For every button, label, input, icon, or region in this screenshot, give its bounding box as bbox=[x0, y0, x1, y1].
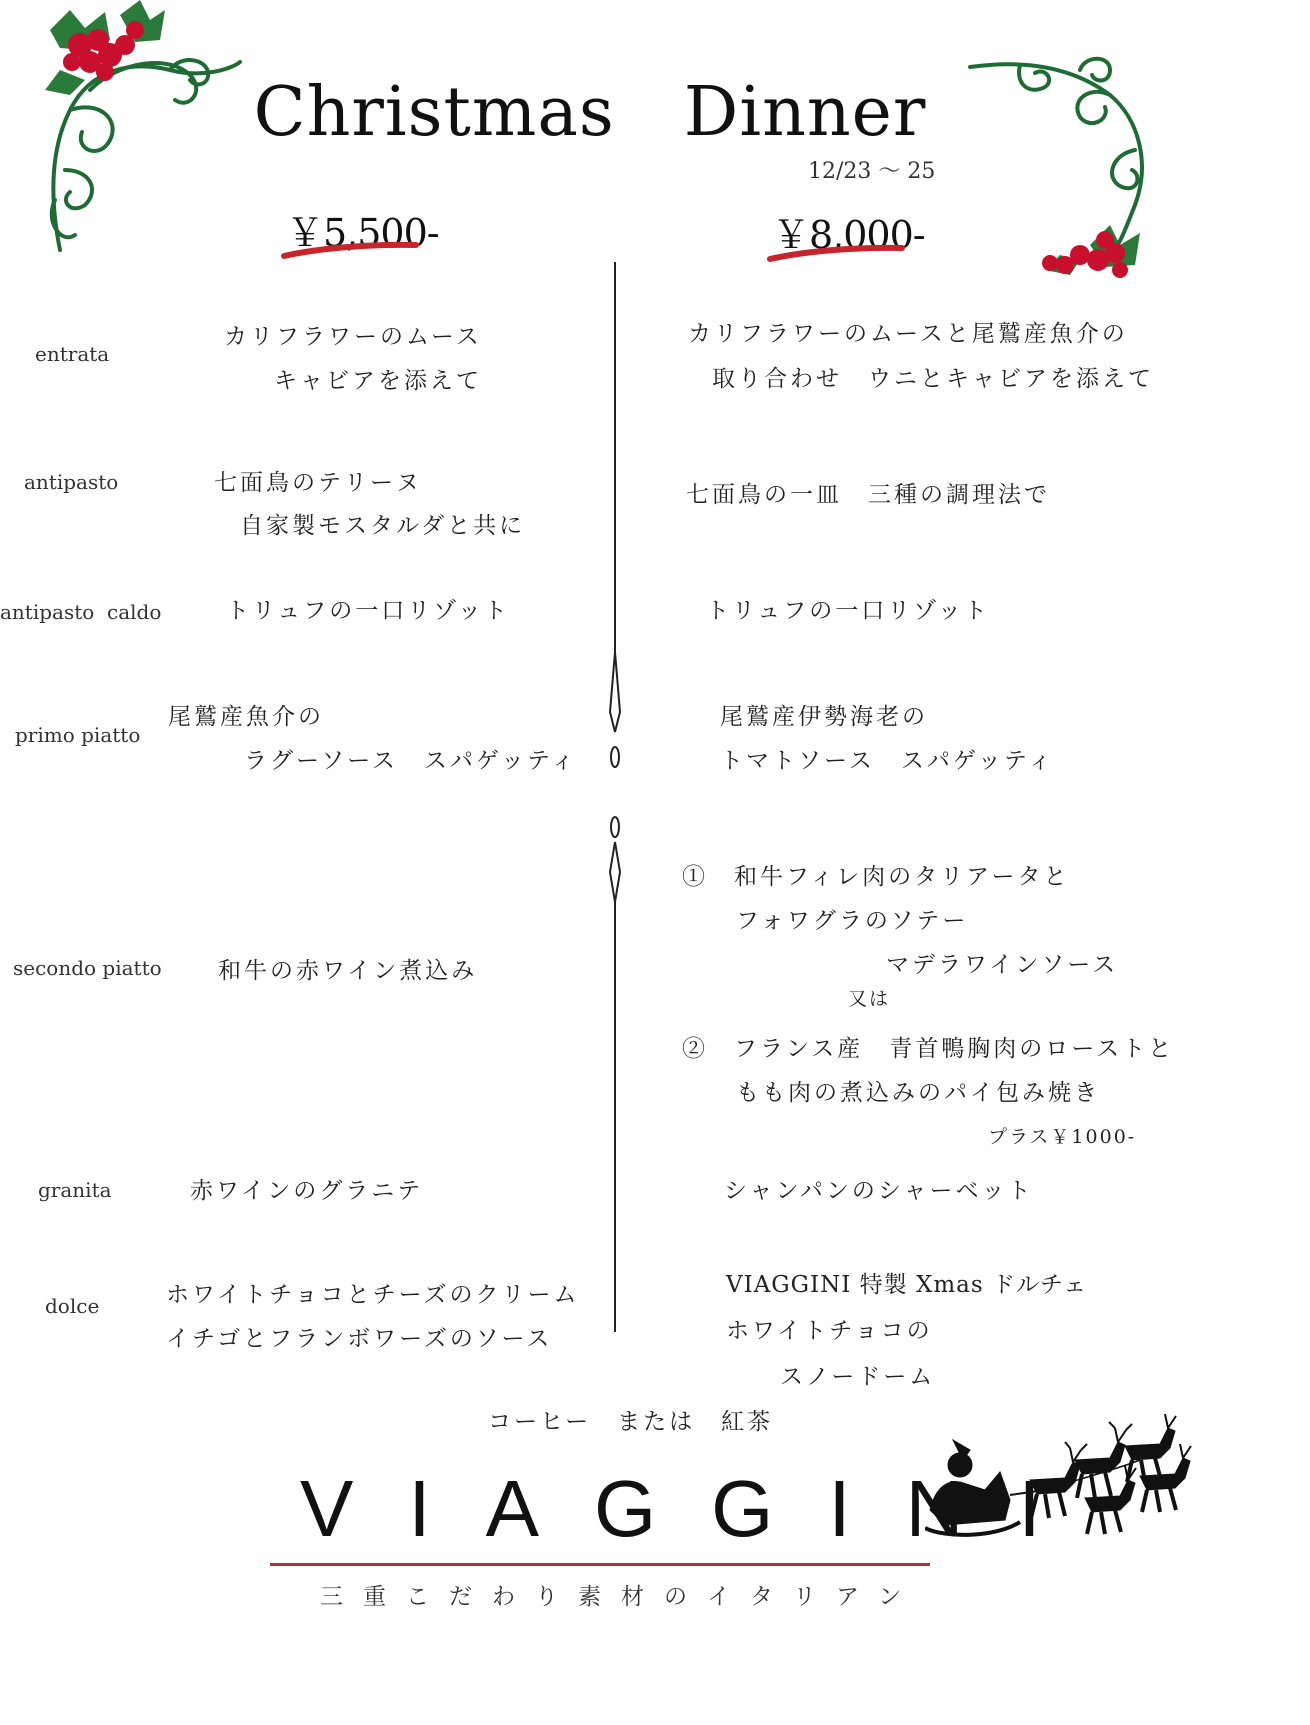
left-dolce-line-1: ホワイトチョコとチーズのクリーム bbox=[166, 1282, 580, 1308]
right-secondo-surcharge: プラス￥1000- bbox=[988, 1126, 1137, 1148]
brand-tagline: 三重こだわり素材のイタリアン bbox=[320, 1584, 922, 1610]
right-dolce-line-2: ホワイトチョコの bbox=[726, 1318, 933, 1344]
right-granita-line-1: シャンパンのシャーベット bbox=[724, 1178, 1034, 1204]
left-antipasto-line-1: 七面鳥のテリーヌ bbox=[214, 470, 422, 496]
course-label-antipasto: antipasto bbox=[24, 470, 119, 494]
right-primo-line-1: 尾鷲産伊勢海老の bbox=[720, 704, 928, 730]
right-secondo-line-1: ① 和牛フィレ肉のタリアータと bbox=[682, 864, 1070, 890]
left-primo-line-2: ラグーソース スパゲッティ bbox=[244, 748, 578, 774]
left-secondo-line-1: 和牛の赤ワイン煮込み bbox=[218, 958, 478, 984]
right-secondo-or: 又は bbox=[848, 988, 891, 1010]
price-right: ￥8,000- bbox=[772, 213, 925, 257]
price-right-underline bbox=[766, 242, 906, 264]
left-dolce-line-2: イチゴとフランボワーズのソース bbox=[166, 1326, 553, 1352]
right-secondo-line-3: マデラワインソース bbox=[886, 952, 1119, 978]
right-primo-line-2: トマトソース スパゲッティ bbox=[720, 748, 1055, 774]
drinks-line: コーヒー または 紅茶 bbox=[488, 1409, 774, 1435]
brand-logo: VIAGGINI bbox=[300, 1464, 1096, 1553]
right-entrata-line-1: カリフラワーのムースと尾鷲産魚介の bbox=[688, 321, 1128, 347]
course-label-antipasto-caldo: antipasto caldo bbox=[0, 600, 162, 624]
price-left-underline bbox=[280, 240, 420, 262]
course-label-dolce: dolce bbox=[45, 1294, 100, 1318]
menu-title: Christmas Dinner bbox=[253, 73, 927, 152]
right-secondo-line-5: もも肉の煮込みのパイ包み焼き bbox=[736, 1080, 1100, 1106]
course-label-secondo-piatto: secondo piatto bbox=[13, 956, 162, 980]
left-antipasto-line-2: 自家製モスタルダと共に bbox=[240, 513, 526, 539]
course-label-entrata: entrata bbox=[35, 342, 110, 366]
left-antipasto-caldo-line-1: トリュフの一口リゾット bbox=[226, 598, 510, 624]
right-dolce-line-1: VIAGGINI 特製 Xmas ドルチェ bbox=[726, 1272, 1088, 1298]
course-label-granita: granita bbox=[38, 1178, 112, 1202]
left-entrata-line-1: カリフラワーのムース bbox=[224, 324, 482, 350]
brand-divider bbox=[270, 1563, 930, 1566]
right-antipasto-caldo-line-1: トリュフの一口リゾット bbox=[706, 598, 990, 624]
left-primo-line-1: 尾鷲産魚介の bbox=[168, 704, 324, 730]
left-granita-line-1: 赤ワインのグラニテ bbox=[190, 1178, 424, 1204]
center-divider bbox=[600, 262, 630, 1332]
right-secondo-line-4: ② フランス産 青首鴨胸肉のローストと bbox=[682, 1036, 1175, 1062]
right-dolce-line-3: スノードーム bbox=[780, 1364, 936, 1390]
right-antipasto-line-1: 七面鳥の一皿 三種の調理法で bbox=[686, 482, 1050, 508]
right-entrata-line-2: 取り合わせ ウニとキャビアを添えて bbox=[712, 366, 1154, 392]
price-left: ￥5,500- bbox=[286, 211, 439, 255]
right-secondo-line-2: フォワグラのソテー bbox=[736, 908, 969, 934]
left-entrata-line-2: キャビアを添えて bbox=[274, 368, 482, 394]
course-label-primo-piatto: primo piatto bbox=[15, 723, 141, 747]
event-dates: 12/23 ～ 25 bbox=[808, 159, 936, 184]
